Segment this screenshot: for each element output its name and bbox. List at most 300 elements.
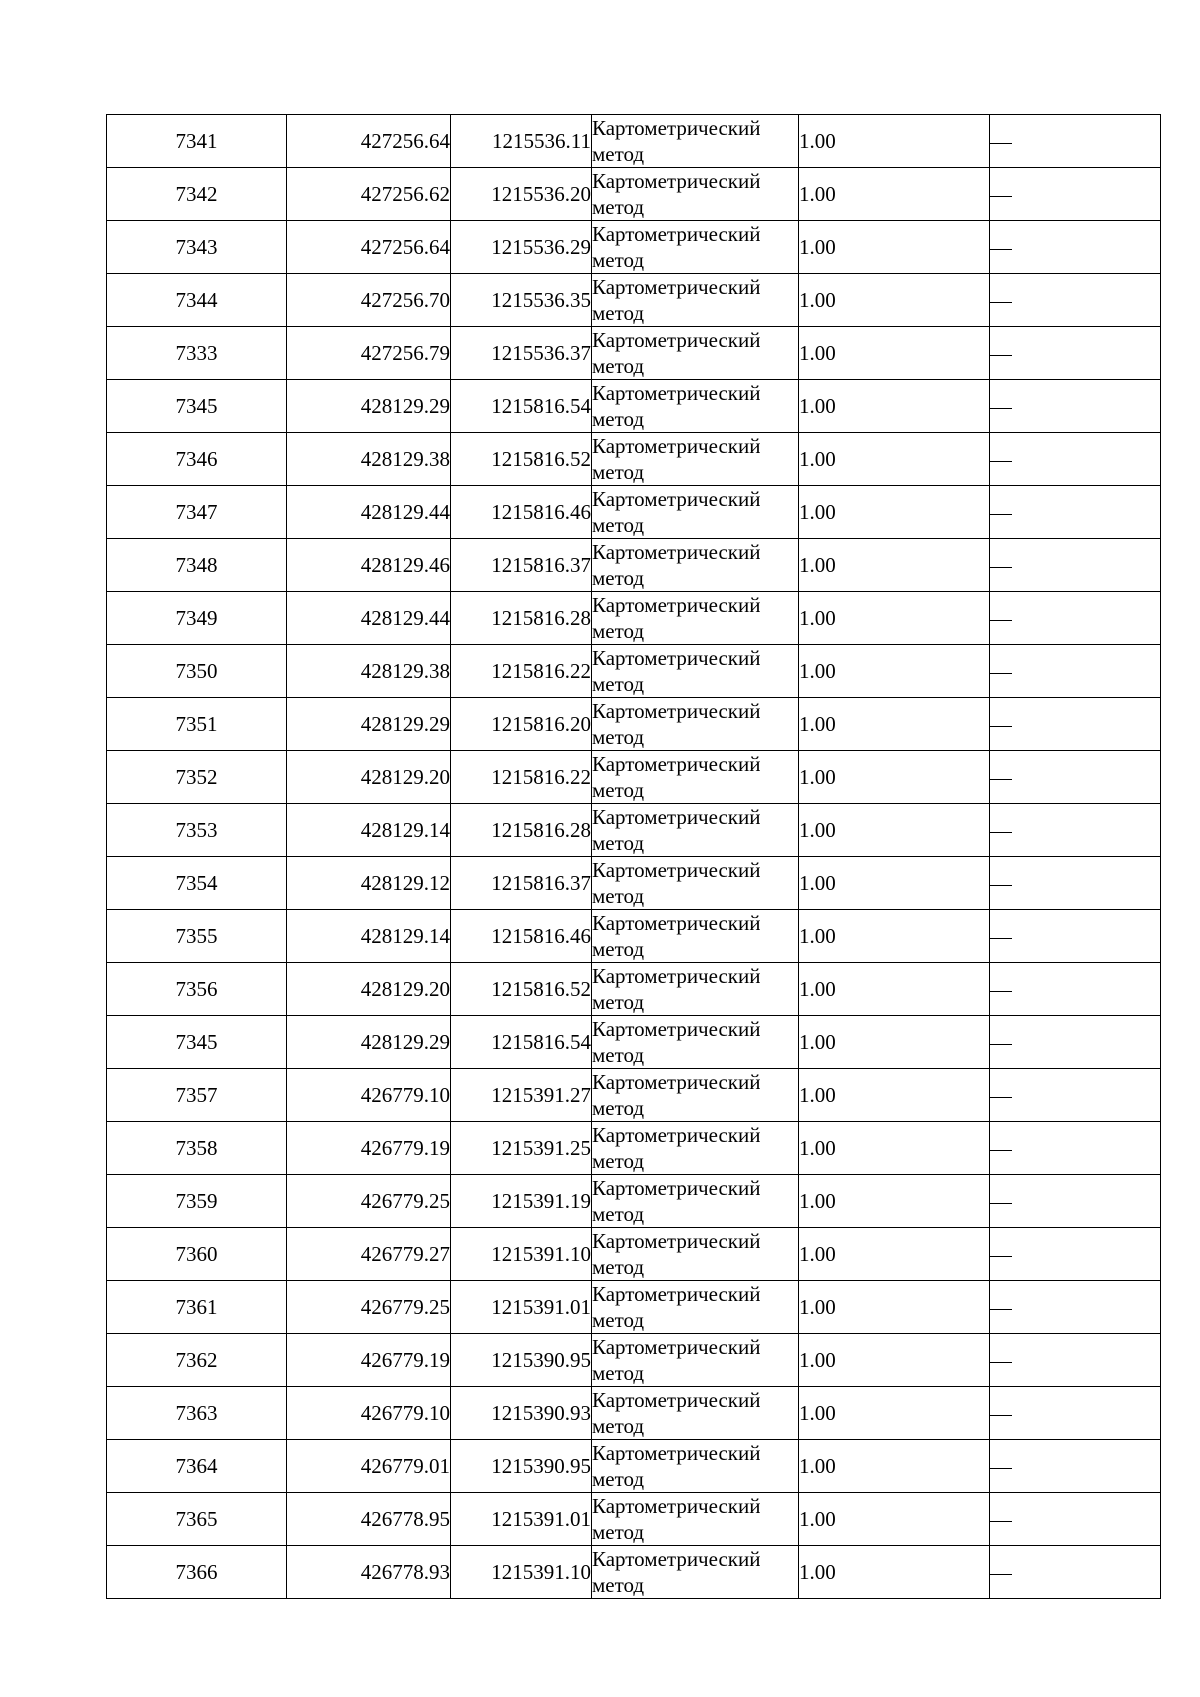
x-coordinate-value: 428129.46 — [360, 553, 450, 577]
note-cell — [990, 1122, 1161, 1175]
x-coordinate-cell — [287, 1281, 451, 1334]
accuracy-value: 1.00 — [799, 129, 836, 153]
y-coordinate-cell — [451, 963, 592, 1016]
y-coordinate-value: 1215536.11 — [492, 129, 591, 153]
point-number-cell — [107, 486, 287, 539]
table-row — [107, 1493, 1161, 1546]
method-cell — [592, 1228, 799, 1281]
method-cell — [592, 221, 799, 274]
note-value — [990, 302, 1012, 303]
table-row — [107, 1016, 1161, 1069]
point-number-cell — [107, 1228, 287, 1281]
x-coordinate-cell — [287, 804, 451, 857]
x-coordinate-value: 426778.95 — [360, 1507, 450, 1531]
accuracy-cell — [799, 115, 990, 168]
note-value — [990, 1150, 1012, 1151]
accuracy-value: 1.00 — [799, 1136, 836, 1160]
x-coordinate-cell — [287, 327, 451, 380]
point-number-cell — [107, 380, 287, 433]
y-coordinate-cell — [451, 645, 592, 698]
point-number-cell — [107, 274, 287, 327]
table-row — [107, 168, 1161, 221]
method-cell — [592, 751, 799, 804]
accuracy-cell — [799, 539, 990, 592]
note-value — [990, 461, 1012, 462]
accuracy-cell — [799, 327, 990, 380]
x-coordinate-value: 426779.27 — [360, 1242, 450, 1266]
accuracy-cell — [799, 1016, 990, 1069]
method-value: Картометрический метод — [592, 646, 761, 696]
y-coordinate-value: 1215816.37 — [491, 553, 591, 577]
method-value: Картометрический метод — [592, 328, 761, 378]
point-number-cell — [107, 168, 287, 221]
accuracy-cell — [799, 910, 990, 963]
note-cell — [990, 274, 1161, 327]
method-value: Картометрический метод — [592, 593, 761, 643]
x-coordinate-value: 427256.70 — [360, 288, 450, 312]
x-coordinate-cell — [287, 274, 451, 327]
note-value — [990, 567, 1012, 568]
method-cell — [592, 380, 799, 433]
method-value: Картометрический метод — [592, 1388, 761, 1438]
x-coordinate-value: 428129.38 — [360, 447, 450, 471]
x-coordinate-value: 428129.29 — [360, 712, 450, 736]
x-coordinate-value: 426779.19 — [360, 1348, 450, 1372]
accuracy-value: 1.00 — [799, 1295, 836, 1319]
y-coordinate-value: 1215391.25 — [491, 1136, 591, 1160]
y-coordinate-cell — [451, 486, 592, 539]
point-number-value: 7333 — [175, 341, 218, 365]
y-coordinate-value: 1215816.52 — [491, 447, 591, 471]
point-number-cell — [107, 1281, 287, 1334]
method-cell — [592, 1440, 799, 1493]
method-value: Картометрический метод — [592, 699, 761, 749]
accuracy-value: 1.00 — [799, 1507, 836, 1531]
note-value — [990, 1256, 1012, 1257]
accuracy-cell — [799, 751, 990, 804]
x-coordinate-cell — [287, 1334, 451, 1387]
table-row — [107, 1175, 1161, 1228]
note-cell — [990, 698, 1161, 751]
note-cell — [990, 486, 1161, 539]
note-value — [990, 408, 1012, 409]
y-coordinate-cell — [451, 1334, 592, 1387]
point-number-value: 7352 — [175, 765, 218, 789]
y-coordinate-cell — [451, 115, 592, 168]
note-cell — [990, 327, 1161, 380]
point-number-value: 7349 — [175, 606, 218, 630]
method-value: Картометрический метод — [592, 381, 761, 431]
method-value: Картометрический метод — [592, 1017, 761, 1067]
coordinates-table-body — [107, 115, 1161, 1599]
accuracy-cell — [799, 1122, 990, 1175]
y-coordinate-cell — [451, 1016, 592, 1069]
note-value — [990, 885, 1012, 886]
point-number-cell — [107, 963, 287, 1016]
x-coordinate-cell — [287, 1069, 451, 1122]
method-value: Картометрический метод — [592, 275, 761, 325]
y-coordinate-cell — [451, 1228, 592, 1281]
point-number-cell — [107, 221, 287, 274]
accuracy-value: 1.00 — [799, 1401, 836, 1425]
y-coordinate-cell — [451, 168, 592, 221]
method-cell — [592, 327, 799, 380]
note-value — [990, 1044, 1012, 1045]
y-coordinate-cell — [451, 910, 592, 963]
note-value — [990, 249, 1012, 250]
x-coordinate-value: 428129.29 — [360, 1030, 450, 1054]
note-cell — [990, 539, 1161, 592]
method-cell — [592, 539, 799, 592]
x-coordinate-cell — [287, 698, 451, 751]
method-cell — [592, 1493, 799, 1546]
note-cell — [990, 645, 1161, 698]
method-cell — [592, 1175, 799, 1228]
method-value: Картометрический метод — [592, 964, 761, 1014]
note-cell — [990, 910, 1161, 963]
y-coordinate-cell — [451, 592, 592, 645]
x-coordinate-cell — [287, 1546, 451, 1599]
accuracy-cell — [799, 433, 990, 486]
x-coordinate-cell — [287, 433, 451, 486]
point-number-cell — [107, 910, 287, 963]
note-value — [990, 514, 1012, 515]
method-value: Картометрический метод — [592, 169, 761, 219]
y-coordinate-value: 1215391.01 — [491, 1295, 591, 1319]
point-number-cell — [107, 1122, 287, 1175]
note-cell — [990, 1334, 1161, 1387]
method-cell — [592, 910, 799, 963]
y-coordinate-value: 1215391.01 — [491, 1507, 591, 1531]
method-cell — [592, 1546, 799, 1599]
y-coordinate-value: 1215391.10 — [491, 1560, 591, 1584]
note-cell — [990, 592, 1161, 645]
y-coordinate-value: 1215816.22 — [491, 765, 591, 789]
y-coordinate-value: 1215816.28 — [491, 606, 591, 630]
y-coordinate-cell — [451, 380, 592, 433]
accuracy-value: 1.00 — [799, 1560, 836, 1584]
table-row — [107, 857, 1161, 910]
method-value: Картометрический метод — [592, 1441, 761, 1491]
method-value: Картометрический метод — [592, 487, 761, 537]
point-number-cell — [107, 645, 287, 698]
x-coordinate-cell — [287, 963, 451, 1016]
table-row — [107, 592, 1161, 645]
table-row — [107, 433, 1161, 486]
table-row — [107, 380, 1161, 433]
note-value — [990, 1203, 1012, 1204]
x-coordinate-value: 428129.20 — [360, 977, 450, 1001]
accuracy-value: 1.00 — [799, 288, 836, 312]
y-coordinate-value: 1215816.46 — [491, 500, 591, 524]
accuracy-cell — [799, 1546, 990, 1599]
accuracy-cell — [799, 1228, 990, 1281]
method-value: Картометрический метод — [592, 434, 761, 484]
y-coordinate-value: 1215390.95 — [491, 1348, 591, 1372]
point-number-value: 7345 — [175, 394, 218, 418]
accuracy-cell — [799, 168, 990, 221]
note-value — [990, 779, 1012, 780]
accuracy-value: 1.00 — [799, 500, 836, 524]
method-value: Картометрический метод — [592, 805, 761, 855]
note-value — [990, 1468, 1012, 1469]
x-coordinate-value: 428129.14 — [360, 818, 450, 842]
accuracy-value: 1.00 — [799, 394, 836, 418]
table-row — [107, 274, 1161, 327]
x-coordinate-cell — [287, 1387, 451, 1440]
y-coordinate-value: 1215536.29 — [491, 235, 591, 259]
x-coordinate-cell — [287, 751, 451, 804]
accuracy-value: 1.00 — [799, 447, 836, 471]
y-coordinate-cell — [451, 857, 592, 910]
y-coordinate-value: 1215816.22 — [491, 659, 591, 683]
accuracy-cell — [799, 1440, 990, 1493]
accuracy-value: 1.00 — [799, 235, 836, 259]
y-coordinate-value: 1215391.19 — [491, 1189, 591, 1213]
method-cell — [592, 698, 799, 751]
x-coordinate-cell — [287, 1122, 451, 1175]
note-cell — [990, 804, 1161, 857]
y-coordinate-value: 1215816.37 — [491, 871, 591, 895]
method-cell — [592, 857, 799, 910]
point-number-value: 7357 — [175, 1083, 218, 1107]
point-number-cell — [107, 327, 287, 380]
point-number-value: 7362 — [175, 1348, 218, 1372]
x-coordinate-value: 426779.25 — [360, 1295, 450, 1319]
point-number-cell — [107, 1175, 287, 1228]
note-value — [990, 620, 1012, 621]
x-coordinate-value: 426779.25 — [360, 1189, 450, 1213]
x-coordinate-cell — [287, 539, 451, 592]
accuracy-cell — [799, 221, 990, 274]
note-cell — [990, 1016, 1161, 1069]
table-row — [107, 1281, 1161, 1334]
point-number-value: 7343 — [175, 235, 218, 259]
method-cell — [592, 433, 799, 486]
y-coordinate-cell — [451, 1122, 592, 1175]
method-cell — [592, 1387, 799, 1440]
note-value — [990, 1574, 1012, 1575]
y-coordinate-cell — [451, 1175, 592, 1228]
y-coordinate-cell — [451, 751, 592, 804]
x-coordinate-value: 426779.10 — [360, 1083, 450, 1107]
accuracy-cell — [799, 486, 990, 539]
point-number-value: 7351 — [175, 712, 218, 736]
table-row — [107, 539, 1161, 592]
point-number-cell — [107, 1546, 287, 1599]
x-coordinate-value: 428129.14 — [360, 924, 450, 948]
x-coordinate-value: 428129.44 — [360, 606, 450, 630]
point-number-cell — [107, 1334, 287, 1387]
note-value — [990, 1521, 1012, 1522]
x-coordinate-value: 427256.64 — [360, 129, 450, 153]
x-coordinate-cell — [287, 1493, 451, 1546]
point-number-value: 7345 — [175, 1030, 218, 1054]
point-number-value: 7341 — [175, 129, 218, 153]
point-number-cell — [107, 433, 287, 486]
x-coordinate-cell — [287, 1016, 451, 1069]
x-coordinate-value: 428129.20 — [360, 765, 450, 789]
point-number-cell — [107, 857, 287, 910]
point-number-value: 7365 — [175, 1507, 218, 1531]
y-coordinate-value: 1215816.28 — [491, 818, 591, 842]
method-cell — [592, 1281, 799, 1334]
accuracy-value: 1.00 — [799, 712, 836, 736]
table-row — [107, 115, 1161, 168]
method-cell — [592, 486, 799, 539]
note-cell — [990, 1493, 1161, 1546]
note-value — [990, 726, 1012, 727]
accuracy-cell — [799, 380, 990, 433]
x-coordinate-value: 426779.01 — [360, 1454, 450, 1478]
method-value: Картометрический метод — [592, 222, 761, 272]
x-coordinate-cell — [287, 1228, 451, 1281]
x-coordinate-value: 426779.19 — [360, 1136, 450, 1160]
x-coordinate-value: 428129.12 — [360, 871, 450, 895]
point-number-cell — [107, 592, 287, 645]
table-row — [107, 221, 1161, 274]
accuracy-cell — [799, 963, 990, 1016]
note-cell — [990, 433, 1161, 486]
point-number-value: 7354 — [175, 871, 218, 895]
point-number-cell — [107, 1387, 287, 1440]
point-number-cell — [107, 539, 287, 592]
table-row — [107, 1387, 1161, 1440]
accuracy-cell — [799, 1334, 990, 1387]
point-number-value: 7344 — [175, 288, 218, 312]
accuracy-value: 1.00 — [799, 1083, 836, 1107]
x-coordinate-cell — [287, 221, 451, 274]
y-coordinate-cell — [451, 327, 592, 380]
note-value — [990, 1309, 1012, 1310]
x-coordinate-value: 427256.64 — [360, 235, 450, 259]
method-value: Картометрический метод — [592, 1494, 761, 1544]
accuracy-value: 1.00 — [799, 1454, 836, 1478]
note-cell — [990, 751, 1161, 804]
method-cell — [592, 115, 799, 168]
x-coordinate-cell — [287, 115, 451, 168]
x-coordinate-value: 427256.62 — [360, 182, 450, 206]
table-row — [107, 1440, 1161, 1493]
y-coordinate-value: 1215816.54 — [491, 1030, 591, 1054]
y-coordinate-cell — [451, 433, 592, 486]
table-row — [107, 963, 1161, 1016]
note-cell — [990, 1228, 1161, 1281]
point-number-value: 7347 — [175, 500, 218, 524]
point-number-value: 7364 — [175, 1454, 218, 1478]
method-cell — [592, 1016, 799, 1069]
accuracy-cell — [799, 857, 990, 910]
y-coordinate-value: 1215816.46 — [491, 924, 591, 948]
coordinates-table — [106, 114, 1161, 1599]
table-row — [107, 698, 1161, 751]
method-value: Картометрический метод — [592, 911, 761, 961]
method-value: Картометрический метод — [592, 858, 761, 908]
note-value — [990, 355, 1012, 356]
point-number-cell — [107, 115, 287, 168]
point-number-cell — [107, 1069, 287, 1122]
method-value: Картометрический метод — [592, 1229, 761, 1279]
table-row — [107, 327, 1161, 380]
note-cell — [990, 221, 1161, 274]
point-number-value: 7348 — [175, 553, 218, 577]
y-coordinate-value: 1215816.20 — [491, 712, 591, 736]
x-coordinate-value: 426779.10 — [360, 1401, 450, 1425]
note-cell — [990, 1546, 1161, 1599]
method-value: Картометрический метод — [592, 540, 761, 590]
y-coordinate-value: 1215536.37 — [491, 341, 591, 365]
method-value: Картометрический метод — [592, 1282, 761, 1332]
x-coordinate-cell — [287, 1440, 451, 1493]
accuracy-cell — [799, 1069, 990, 1122]
y-coordinate-cell — [451, 1546, 592, 1599]
x-coordinate-value: 426778.93 — [360, 1560, 450, 1584]
table-row — [107, 645, 1161, 698]
table-row — [107, 1228, 1161, 1281]
x-coordinate-value: 427256.79 — [360, 341, 450, 365]
x-coordinate-value: 428129.29 — [360, 394, 450, 418]
note-value — [990, 938, 1012, 939]
accuracy-value: 1.00 — [799, 1189, 836, 1213]
note-cell — [990, 1069, 1161, 1122]
accuracy-value: 1.00 — [799, 1242, 836, 1266]
point-number-cell — [107, 751, 287, 804]
accuracy-cell — [799, 1387, 990, 1440]
method-value: Картометрический метод — [592, 1547, 761, 1597]
note-cell — [990, 1387, 1161, 1440]
method-cell — [592, 804, 799, 857]
point-number-value: 7360 — [175, 1242, 218, 1266]
accuracy-cell — [799, 804, 990, 857]
y-coordinate-cell — [451, 274, 592, 327]
accuracy-cell — [799, 592, 990, 645]
accuracy-value: 1.00 — [799, 765, 836, 789]
y-coordinate-value: 1215816.52 — [491, 977, 591, 1001]
accuracy-value: 1.00 — [799, 977, 836, 1001]
note-cell — [990, 380, 1161, 433]
x-coordinate-cell — [287, 168, 451, 221]
table-row — [107, 486, 1161, 539]
method-cell — [592, 645, 799, 698]
y-coordinate-cell — [451, 1493, 592, 1546]
point-number-value: 7361 — [175, 1295, 218, 1319]
note-value — [990, 143, 1012, 144]
method-value: Картометрический метод — [592, 1123, 761, 1173]
table-row — [107, 804, 1161, 857]
point-number-value: 7346 — [175, 447, 218, 471]
accuracy-cell — [799, 1493, 990, 1546]
point-number-cell — [107, 1440, 287, 1493]
note-value — [990, 832, 1012, 833]
y-coordinate-value: 1215390.95 — [491, 1454, 591, 1478]
x-coordinate-cell — [287, 1175, 451, 1228]
table-row — [107, 751, 1161, 804]
accuracy-value: 1.00 — [799, 182, 836, 206]
accuracy-value: 1.00 — [799, 1030, 836, 1054]
method-value: Картометрический метод — [592, 752, 761, 802]
point-number-value: 7355 — [175, 924, 218, 948]
accuracy-cell — [799, 274, 990, 327]
table-row — [107, 1069, 1161, 1122]
accuracy-value: 1.00 — [799, 871, 836, 895]
accuracy-cell — [799, 698, 990, 751]
method-value: Картометрический метод — [592, 1176, 761, 1226]
accuracy-value: 1.00 — [799, 1348, 836, 1372]
method-cell — [592, 1334, 799, 1387]
accuracy-value: 1.00 — [799, 341, 836, 365]
accuracy-value: 1.00 — [799, 553, 836, 577]
method-value: Картометрический метод — [592, 116, 761, 166]
